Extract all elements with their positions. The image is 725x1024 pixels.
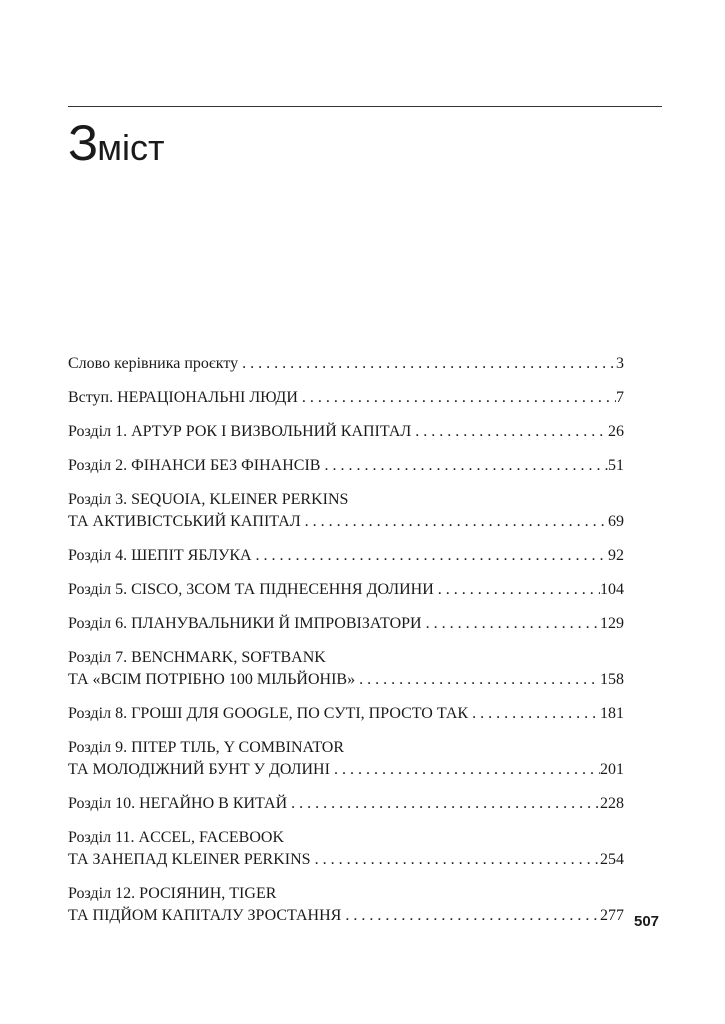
dot-leader [434,579,600,601]
toc-entry-page: 104 [600,581,624,598]
toc-entry-title: Розділ 5. CISCO, 3COM ТА ПІДНЕСЕННЯ ДОЛИНИ [68,581,434,598]
toc-entry-title: ТА МОЛОДІЖНИЙ БУНТ У ДОЛИНІ [68,761,330,778]
toc-entry-title-line1: Розділ 12. РОСІЯНИН, TIGER [68,885,277,902]
toc-entry-page: 69 [608,513,624,530]
page-title-rest: міст [97,127,165,168]
dot-leader [355,669,600,691]
toc-entry-title: Розділ 4. ШЕПІТ ЯБЛУКА [68,547,252,564]
toc-entry-page: 254 [600,851,624,868]
dot-leader [238,353,616,375]
toc-entry-page: 3 [616,355,624,372]
toc-entry[interactable] [68,387,624,409]
toc-entry[interactable] [68,421,624,443]
toc-entry-title: Розділ 8. ГРОШІ ДЛЯ GOOGLE, ПО СУТІ, ПРОСТО ТАК [68,705,469,722]
toc-entry-page: 7 [616,389,624,406]
toc-entry[interactable] [68,455,624,477]
toc-entry-page: 201 [600,761,624,778]
toc-entry-title: Розділ 6. ПЛАНУВАЛЬНИКИ Й ІМПРОВІЗАТОРИ [68,615,422,632]
dot-leader [330,759,600,781]
toc-entry-page: 228 [600,795,624,812]
toc-entry-title: Розділ 2. ФІНАНСИ БЕЗ ФІНАНСІВ [68,457,321,474]
toc-entry-page: 181 [600,705,624,722]
dot-leader [298,387,616,409]
toc-entry-title: Розділ 10. НЕГАЙНО В КИТАЙ [68,795,288,812]
toc-entry[interactable] [68,883,624,927]
toc-entry[interactable] [68,545,624,567]
toc-entry[interactable] [68,827,624,871]
toc-entry-page: 26 [608,423,624,440]
header-rule [68,106,662,107]
toc-entry[interactable] [68,613,624,635]
toc-entry-page: 129 [600,615,624,632]
toc-entry-title: Розділ 1. АРТУР РОК І ВИЗВОЛЬНИЙ КАПІТАЛ [68,423,412,440]
table-of-contents [68,353,624,939]
page-title [68,115,165,171]
page-title-initial: З [68,115,98,171]
page-number: 507 [634,913,660,930]
dot-leader [468,703,600,725]
dot-leader [422,613,600,635]
toc-entry-title: ТА ПІДЙОМ КАПІТАЛУ ЗРОСТАННЯ [68,907,342,924]
toc-entry[interactable] [68,579,624,601]
dot-leader [301,511,608,533]
dot-leader [311,849,600,871]
toc-entry-title: ТА ЗАНЕПАД KLEINER PERKINS [68,851,311,868]
toc-entry[interactable] [68,647,624,691]
toc-entry-title: Слово керівника проєкту [68,355,239,372]
toc-entry[interactable] [68,793,624,815]
toc-entry-page: 158 [600,671,624,688]
toc-entry-title-line1: Розділ 7. BENCHMARK, SOFTBANK [68,649,326,666]
toc-entry[interactable] [68,353,624,375]
dot-leader [320,455,608,477]
dot-leader [287,793,600,815]
toc-entry[interactable] [68,703,624,725]
toc-entry-title-line1: Розділ 9. ПІТЕР ТІЛЬ, Y COMBINATOR [68,739,345,756]
toc-entry-page: 277 [600,907,624,924]
toc-entry-title-line1: Розділ 11. ACCEL, FACEBOOK [68,829,284,846]
toc-entry-page: 51 [608,457,624,474]
toc-entry-page: 92 [608,547,624,564]
toc-entry-title: ТА АКТИВІСТСЬКИЙ КАПІТАЛ [68,513,301,530]
toc-entry-title: ТА «ВСІМ ПОТРІБНО 100 МІЛЬЙОНІВ» [68,671,356,688]
dot-leader [411,421,608,443]
toc-entry[interactable] [68,489,624,533]
dot-leader [341,905,600,927]
toc-entry-title-line1: Розділ 3. SEQUOIA, KLEINER PERKINS [68,491,349,508]
toc-entry[interactable] [68,737,624,781]
toc-entry-title: Вступ. НЕРАЦІОНАЛЬНІ ЛЮДИ [68,389,298,406]
dot-leader [252,545,608,567]
